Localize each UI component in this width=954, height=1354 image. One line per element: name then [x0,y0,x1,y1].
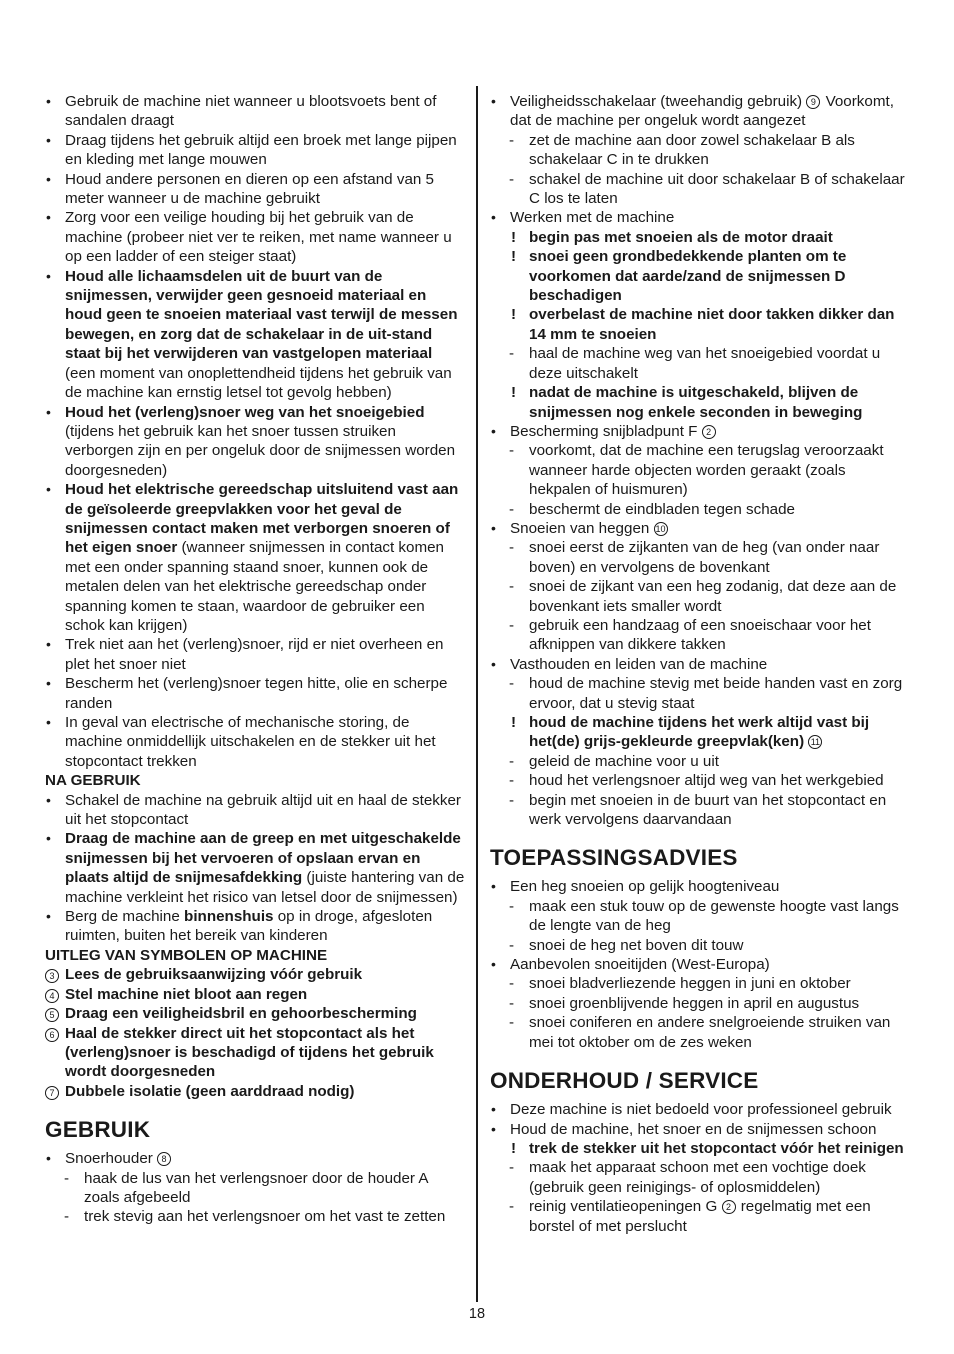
bullet-item [45,403,465,481]
dash-marker: - [509,975,515,993]
dash-marker: - [509,752,515,770]
bullet-marker: • [46,830,51,847]
dash-marker: - [509,578,515,596]
text-run: overbelast de machine niet door takken dikker dan 14 mm te snoeien [529,306,895,343]
text-run: Schakel de machine na gebruik altijd uit en haal de stekker uit het stopcontact [65,791,461,829]
text-run: Draag een veiligheidsbril en gehoorbescherming [65,1005,417,1023]
text-run: binnenshuis [184,908,274,926]
text-run: Houd alle lichaamsdelen uit de buurt van de snijmessen, verwijder geen gesnoeid materiaal en houd geen te snoeien materiaal vast terwijl de messen bewegen, en zorg dat de schakelaar in de uit-stand staat bij het verwijderen van vastgelopen materiaal [65,267,458,363]
figure-ref-6: 6 [45,1028,59,1042]
text-run: Houd andere personen en dieren op een afstand van 5 meter wanneer u de machine gebruikt [65,170,435,208]
bullet-marker: • [46,1150,51,1167]
dash-item [509,752,910,771]
text-run: In geval van electrische of mechanische storing, de machine onmiddellijk uitschakelen en de stekker uit het stopcontact trekken [65,714,436,770]
section-heading [45,1117,465,1143]
page-number: 18 [468,1306,486,1322]
right-column [490,92,910,1236]
bullet-item [490,1120,910,1139]
bullet-item [490,519,910,538]
warning-item [509,228,910,247]
text-run: TOEPASSINGSADVIES [490,845,738,871]
dash-item [509,974,910,993]
text-run: zet de machine aan door zowel schakelaar B als schakelaar C in te drukken [529,131,855,169]
bullet-marker: • [46,209,51,226]
dash-item [509,538,910,577]
text-run: ONDERHOUD / SERVICE [490,1068,759,1094]
text-run: Voorkomt, dat de machine per ongeluk wordt aangezet [510,93,894,130]
bullet-marker: • [491,93,496,109]
warning-marker: ! [511,228,517,246]
bullet-item [45,480,465,635]
text-run: Dubbele isolatie (geen aarddraad nodig) [65,1082,355,1100]
dash-marker: - [509,539,515,557]
bullet-item [490,92,910,131]
text-run: Deze machine is niet bedoeld voor professioneel gebruik [510,1101,892,1119]
figure-ref-7: 7 [45,1086,59,1100]
text-run: Lees de gebruiksaanwijzing vóór gebruik [65,966,363,984]
bullet-item [45,1149,465,1168]
bullet-marker: • [46,675,51,692]
dash-item [509,131,910,170]
text-run: (tijdens het gebruik kan het snoer tussen struiken verborgen zijn en per ongeluk door de snijmessen worden doorgesneden) [65,422,456,479]
text-run: haak de lus van het verlengsnoer door de houder A zoals afgebeeld [84,1169,428,1206]
dash-item [509,616,910,655]
dash-item [64,1169,465,1208]
text-run: snoei de heg net boven dit touw [529,936,744,954]
text-run: Houd de machine, het snoer en de snijmessen schoon [510,1120,877,1138]
column-divider [476,86,478,1302]
warning-item [509,713,910,752]
dash-marker: - [509,1159,515,1177]
figure-ref-4: 4 [45,989,59,1003]
bullet-item [490,208,910,227]
text-run: Bescherm het (verleng)snoer tegen hitte, olie en scherpe randen [65,675,448,712]
bullet-marker: • [46,714,51,730]
warning-item [509,383,910,422]
text-run: Houd het (verleng)snoer weg van het snoeigebied [65,403,425,421]
dash-item [509,791,910,830]
symbol-item [45,965,465,984]
text-run: houd het verlengsnoer altijd weg van het werkgebied [529,772,884,790]
symbol-item [45,1004,465,1023]
dash-item [509,771,910,790]
text-run: trek de stekker uit het stopcontact vóór het reinigen [529,1139,904,1157]
dash-item [509,500,910,519]
section-heading [490,1068,910,1094]
text-run: trek stevig aan het verlengsnoer om het vast te zetten [84,1208,446,1226]
symbol-number [45,1025,65,1044]
text-run: Snoeien van heggen [510,519,654,537]
symbol-number [45,966,65,985]
text-run: maak het apparaat schoon met een vochtige doek (gebruik geen reinigings- of oplosmiddelen) [529,1159,866,1196]
bullet-item [45,92,465,131]
dash-item [509,674,910,713]
text-run: snoei geen grondbedekkende planten om te voorkomen dat aarde/zand de snijmessen D beschadigen [529,248,847,305]
bullet-marker: • [491,956,496,973]
text-run: nadat de machine is uitgeschakeld, blijven de snijmessen nog enkele seconden in beweging [529,384,863,421]
figure-ref-2: 2 [702,425,716,439]
dash-item [509,1013,910,1052]
bullet-item [490,655,910,674]
warning-marker: ! [511,248,517,266]
bullet-item [45,131,465,170]
bullet-marker: • [491,878,496,895]
bullet-item [45,170,465,209]
text-run: Bescherming snijbladpunt F [510,422,702,440]
text-run: schakel de machine uit door schakelaar B of schakelaar C los te laten [529,170,905,208]
dash-marker: - [509,170,515,188]
left-column [45,92,465,1227]
text-run: Stel machine niet bloot aan regen [65,985,308,1003]
text-run: Berg de machine [65,908,185,926]
text-run: regelmatig met een borstel of met perslucht [529,1198,871,1235]
bullet-marker: • [46,131,51,148]
bullet-marker: • [46,636,51,653]
dash-item [509,994,910,1013]
warning-item [509,1139,910,1158]
bullet-marker: • [491,209,496,226]
bullet-marker: • [46,481,51,498]
text-run: Een heg snoeien op gelijk hoogteniveau [510,878,780,896]
bullet-item [45,713,465,771]
sub-heading [45,771,465,790]
symbol-number [45,1005,65,1024]
dash-marker: - [509,500,515,518]
dash-marker: - [509,936,515,954]
text-run: Draag de machine aan de greep en met uitgeschakelde snijmessen bij het vervoeren of opslaan ervan en plaats altijd de snijmesafdekking [65,830,461,887]
figure-ref-3: 3 [45,969,59,983]
text-run: begin pas met snoeien als de motor draait [529,228,833,246]
bullet-item [490,955,910,974]
dash-marker: - [509,345,515,363]
text-run: voorkomt, dat de machine een terugslag veroorzaakt wanneer harde objecten worden geraakt (zoals hekpalen of huismuren) [529,442,884,499]
dash-item [509,577,910,616]
dash-marker: - [64,1169,70,1187]
dash-item [509,441,910,499]
text-run: Werken met de machine [510,209,675,227]
text-run: begin met snoeien in de buurt van het stopcontact en werk vervolgens daarvandaan [529,791,887,829]
text-run: snoei de zijkant van een heg zodanig, dat deze aan de bovenkant iets smaller wordt [529,578,897,615]
text-run: maak een stuk touw op de gewenste hoogte vast langs de lengte van de heg [529,897,899,935]
figure-ref-5: 5 [45,1008,59,1022]
symbol-number [45,986,65,1005]
warning-marker: ! [511,1139,517,1157]
text-run: snoei groenblijvende heggen in april en augustus [529,994,860,1012]
text-run: (wanneer snijmessen in contact komen met een onder spanning staand snoer, kunnen ook de metalen delen van het elektrische gereedschap onder spanning komen te staan, waardoor de gebruiker een schok kan krijgen) [65,539,445,634]
dash-item [509,936,910,955]
dash-marker: - [509,897,515,915]
text-run: Haal de stekker direct uit het stopcontact als het (verleng)snoer is beschadigd of tijdens het gebruik wordt doorgesneden [65,1024,434,1081]
bullet-item [45,907,465,946]
warning-item [509,247,910,305]
bullet-item [490,422,910,441]
text-run: snoei bladverliezende heggen in juni en oktober [529,975,851,993]
text-run: geleid de machine voor u uit [529,752,719,770]
dash-item [509,897,910,936]
text-run: UITLEG VAN SYMBOLEN OP MACHINE [45,946,328,964]
bullet-marker: • [46,267,51,284]
text-run: gebruik een handzaag of een snoeischaar voor het afknippen van dikkere takken [529,616,871,654]
bullet-marker: • [491,655,496,672]
sub-heading [45,946,465,965]
bullet-item [490,877,910,896]
text-run: snoei eerst de zijkanten van de heg (van onder naar boven) en vervolgens de bovenkant [529,539,880,576]
text-run: (juiste hantering van de machine verkleint het risico van letsel door de snijmessen) [65,869,465,906]
text-run: haal de machine weg van het snoeigebied voordat u deze uitschakelt [529,345,881,382]
bullet-item [490,1100,910,1119]
text-run: houd de machine stevig met beide handen vast en zorg ervoor, dat u stevig staat [529,675,903,712]
dash-marker: - [509,442,515,460]
text-run: Gebruik de machine niet wanneer u blootsvoets bent of sandalen draagt [65,93,437,130]
text-run: (een moment van onoplettendheid tijdens het gebruik van de machine kan ernstig letsel tot gevolg hebben) [65,364,452,402]
bullet-marker: • [491,1120,496,1137]
bullet-item [45,829,465,907]
text-run: houd de machine tijdens het werk altijd vast bij het(de) grijs-gekleurde greepvlak(ken) [529,714,870,751]
dash-item [509,1158,910,1197]
bullet-marker: • [46,170,51,187]
warning-marker: ! [511,714,517,731]
bullet-marker: • [491,519,496,536]
text-run: snoei coniferen en andere snelgroeiende struiken van mei tot oktober om de zes weken [529,1014,891,1051]
text-run: NA GEBRUIK [45,772,141,790]
dash-marker: - [509,616,515,634]
warning-marker: ! [511,384,517,402]
figure-ref-10: 10 [655,523,666,534]
figure-ref-11: 11 [808,735,822,749]
bullet-marker: • [46,908,51,925]
figure-ref-2: 2 [722,1200,736,1214]
bullet-marker: • [491,1101,496,1118]
bullet-marker: • [46,791,51,808]
text-run: Trek niet aan het (verleng)snoer, rijd er niet overheen en plet het snoer niet [65,636,444,673]
dash-item [64,1207,465,1226]
symbol-item [45,985,465,1004]
text-run: Houd het elektrische gereedschap uitsluitend vast aan de geïsoleerde greepvlakken voor het geval de snijmessen contact maken met verborgen snoeren of het eigen snoer [65,481,459,557]
bullet-marker: • [46,93,51,109]
dash-marker: - [509,772,515,790]
bullet-marker: • [46,403,51,420]
dash-marker: - [509,791,515,809]
text-run: Zorg voor een veilige houding bij het gebruik van de machine (probeer niet ver te reiken, met name wanneer u op een ladder of een steiger staat) [65,209,452,266]
text-run: Snoerhouder [65,1150,158,1168]
figure-ref-8: 8 [157,1152,171,1166]
dash-marker: - [509,131,515,149]
bullet-item [45,208,465,266]
warning-marker: ! [511,306,517,324]
warning-item [509,305,910,344]
text-run: reinig ventilatieopeningen G [529,1198,722,1216]
text-run: Aanbevolen snoeitijden (West-Europa) [510,956,770,974]
text-run: op in droge, afgesloten ruimten, buiten het bereik van kinderen [65,908,433,945]
text-run: Veiligheidsschakelaar (tweehandig gebruik) [510,93,807,110]
text-run: beschermt de eindbladen tegen schade [529,500,795,518]
text-run: Draag tijdens het gebruik altijd een broek met lange pijpen en kleding met lange mouwen [65,131,457,169]
dash-marker: - [509,994,515,1012]
text-run: GEBRUIK [45,1117,151,1143]
dash-marker: - [509,1014,515,1032]
dash-marker: - [509,1198,515,1216]
dash-marker: - [64,1208,70,1226]
bullet-marker: • [491,422,496,439]
section-heading [490,845,910,871]
symbol-number [45,1083,65,1102]
bullet-item [45,791,465,830]
dash-item [509,344,910,383]
symbol-item [45,1082,465,1101]
dash-marker: - [509,675,515,693]
bullet-item [45,635,465,674]
bullet-item [45,674,465,713]
bullet-item [45,267,465,403]
figure-ref-9: 9 [806,95,820,109]
text-run: Vasthouden en leiden van de machine [510,655,768,673]
symbol-item [45,1024,465,1082]
dash-item [509,1197,910,1236]
dash-item [509,170,910,209]
